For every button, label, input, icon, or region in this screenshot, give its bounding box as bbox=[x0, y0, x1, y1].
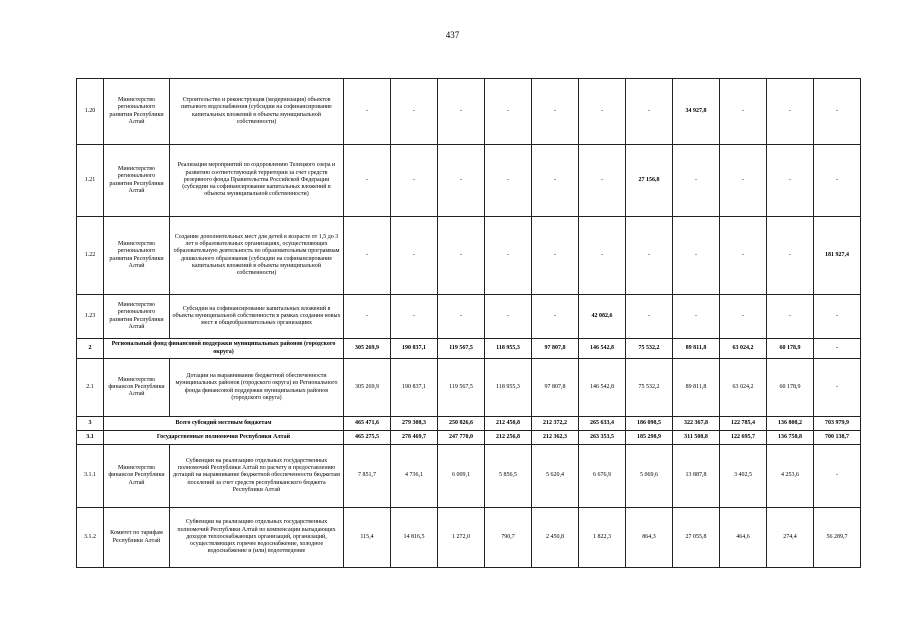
section-title: Всего субсидий местным бюджетам bbox=[104, 417, 344, 431]
amount-cell: - bbox=[814, 445, 861, 508]
section-title: Региональный фонд финансовой поддержки муниципальных районов (городского округа) bbox=[104, 339, 344, 359]
amount-cell: 311 508,8 bbox=[673, 431, 720, 445]
amount-cell: - bbox=[814, 79, 861, 145]
table-row bbox=[77, 508, 861, 568]
amount-cell: - bbox=[673, 145, 720, 217]
table-row bbox=[77, 431, 861, 445]
amount-cell: - bbox=[767, 145, 814, 217]
responsible-agency: Министерство регионального развития Республики Алтай bbox=[104, 295, 170, 339]
table-row bbox=[77, 217, 861, 295]
subsidy-description: Субвенции на реализацию отдельных государственных полномочий Республики Алтай по компенсации выпадающих доходов теплоснабжающих организаций, организаций, осуществляющих горячее водоснабжение, холодное водоснабжение и (или) водоотведение bbox=[170, 508, 344, 568]
responsible-agency: Министерство финансов Республики Алтай bbox=[104, 359, 170, 417]
amount-cell: 97 807,8 bbox=[532, 359, 579, 417]
subsidy-description: Дотации на выравнивание бюджетной обеспеченности муниципальных районов (городского округа) из Регионального фонда финансовой поддержки муниципальных районов (городского округа) bbox=[170, 359, 344, 417]
amount-cell: 118 955,3 bbox=[485, 359, 532, 417]
amount-cell: 790,7 bbox=[485, 508, 532, 568]
amount-cell: 63 024,2 bbox=[720, 359, 767, 417]
amount-cell: 75 532,2 bbox=[626, 339, 673, 359]
responsible-agency: Министерство регионального развития Республики Алтай bbox=[104, 217, 170, 295]
amount-cell: - bbox=[579, 79, 626, 145]
amount-cell: 190 837,1 bbox=[391, 359, 438, 417]
table-body bbox=[77, 79, 861, 568]
amount-cell: 2 450,8 bbox=[532, 508, 579, 568]
amount-cell: 97 807,8 bbox=[532, 339, 579, 359]
amount-cell: - bbox=[344, 145, 391, 217]
amount-cell: 322 367,8 bbox=[673, 417, 720, 431]
amount-cell: 6 009,1 bbox=[438, 445, 485, 508]
amount-cell: 190 837,1 bbox=[391, 339, 438, 359]
subsidy-description: Создание дополнительных мест для детей в возрасте от 1,5 до 3 лет в образовательных организациях, осуществляющих образовательную деятельность по образовательным программам дошкольного образования (субсидии на софинансирование капитальных вложений в объекты муниципальной собственности) bbox=[170, 217, 344, 295]
table-row bbox=[77, 417, 861, 431]
row-number: 1.22 bbox=[77, 217, 104, 295]
table-row bbox=[77, 339, 861, 359]
amount-cell: 212 256,8 bbox=[485, 431, 532, 445]
amount-cell: 89 811,8 bbox=[673, 359, 720, 417]
budget-table bbox=[76, 78, 861, 568]
subsidy-description: Субсидии на софинансирование капитальных вложений в объекты муниципальной собственности в рамках создания новых мест в общеобразовательных организациях bbox=[170, 295, 344, 339]
amount-cell: - bbox=[344, 79, 391, 145]
amount-cell: 263 353,5 bbox=[579, 431, 626, 445]
amount-cell: - bbox=[814, 339, 861, 359]
amount-cell: 63 024,2 bbox=[720, 339, 767, 359]
page-number: 437 bbox=[445, 30, 460, 40]
amount-cell: 186 098,5 bbox=[626, 417, 673, 431]
subsidy-description: Реализация мероприятий по оздоровлению Телецкого озера и развитию соответствующей территории за счет средств резервного фонда Правительства Российской Федерации (субсидии на софинансирование капитальных вложений в объекты муниципальной собственности) bbox=[170, 145, 344, 217]
responsible-agency: Министерство регионального развития Республики Алтай bbox=[104, 79, 170, 145]
amount-cell: - bbox=[720, 79, 767, 145]
amount-cell: 274,4 bbox=[767, 508, 814, 568]
amount-cell: 3 402,5 bbox=[720, 445, 767, 508]
amount-cell: 60 178,9 bbox=[767, 359, 814, 417]
subsidy-description: Субвенции на реализацию отдельных государственных полномочий Республики Алтай по расчету и предоставлению дотаций на выравнивание бюджетной обеспеченности бюджетам поселений за счет средств республиканского бюджета Республики Алтай bbox=[170, 445, 344, 508]
amount-cell: - bbox=[391, 295, 438, 339]
amount-cell: - bbox=[485, 295, 532, 339]
amount-cell: 700 138,7 bbox=[814, 431, 861, 445]
amount-cell: - bbox=[438, 79, 485, 145]
amount-cell: 5 856,5 bbox=[485, 445, 532, 508]
amount-cell: 42 082,6 bbox=[579, 295, 626, 339]
responsible-agency: Комитет по тарифам Республики Алтай bbox=[104, 508, 170, 568]
amount-cell: - bbox=[579, 145, 626, 217]
amount-cell: 864,3 bbox=[626, 508, 673, 568]
amount-cell: 89 811,8 bbox=[673, 339, 720, 359]
amount-cell: 136 808,2 bbox=[767, 417, 814, 431]
amount-cell: 146 542,8 bbox=[579, 339, 626, 359]
amount-cell: 27 156,8 bbox=[626, 145, 673, 217]
row-number: 3.1 bbox=[77, 431, 104, 445]
amount-cell: - bbox=[814, 359, 861, 417]
amount-cell: 278 469,7 bbox=[391, 431, 438, 445]
amount-cell: - bbox=[767, 295, 814, 339]
amount-cell: 60 178,9 bbox=[767, 339, 814, 359]
row-number: 3.1.2 bbox=[77, 508, 104, 568]
row-number: 3.1.1 bbox=[77, 445, 104, 508]
amount-cell: - bbox=[485, 145, 532, 217]
amount-cell: - bbox=[532, 79, 579, 145]
amount-cell: - bbox=[532, 295, 579, 339]
amount-cell: 465 471,6 bbox=[344, 417, 391, 431]
amount-cell: - bbox=[626, 295, 673, 339]
amount-cell: 212 362,3 bbox=[532, 431, 579, 445]
amount-cell: - bbox=[673, 217, 720, 295]
amount-cell: 56 289,7 bbox=[814, 508, 861, 568]
amount-cell: 465 275,5 bbox=[344, 431, 391, 445]
subsidy-description: Строительство и реконструкция (модернизация) объектов питьевого водоснабжения (субсидии на софинансирование капитальных вложений в объекты муниципальной собственности) bbox=[170, 79, 344, 145]
amount-cell: 265 633,4 bbox=[579, 417, 626, 431]
amount-cell: 305 269,9 bbox=[344, 359, 391, 417]
amount-cell: 115,4 bbox=[344, 508, 391, 568]
amount-cell: - bbox=[720, 145, 767, 217]
amount-cell: - bbox=[391, 79, 438, 145]
amount-cell: 1 822,3 bbox=[579, 508, 626, 568]
row-number: 1.20 bbox=[77, 79, 104, 145]
amount-cell: 34 927,8 bbox=[673, 79, 720, 145]
amount-cell: 185 298,9 bbox=[626, 431, 673, 445]
amount-cell: - bbox=[438, 145, 485, 217]
amount-cell: 14 816,5 bbox=[391, 508, 438, 568]
amount-cell: 7 851,7 bbox=[344, 445, 391, 508]
amount-cell: 5 069,6 bbox=[626, 445, 673, 508]
amount-cell: - bbox=[626, 79, 673, 145]
amount-cell: - bbox=[814, 145, 861, 217]
row-number: 2 bbox=[77, 339, 104, 359]
row-number: 1.21 bbox=[77, 145, 104, 217]
amount-cell: 122 785,4 bbox=[720, 417, 767, 431]
responsible-agency: Министерство регионального развития Республики Алтай bbox=[104, 145, 170, 217]
amount-cell: - bbox=[391, 145, 438, 217]
amount-cell: 119 567,5 bbox=[438, 339, 485, 359]
amount-cell: - bbox=[391, 217, 438, 295]
amount-cell: 146 542,8 bbox=[579, 359, 626, 417]
amount-cell: - bbox=[532, 145, 579, 217]
amount-cell: 75 532,2 bbox=[626, 359, 673, 417]
amount-cell: - bbox=[767, 79, 814, 145]
amount-cell: - bbox=[626, 217, 673, 295]
amount-cell: 119 567,5 bbox=[438, 359, 485, 417]
amount-cell: - bbox=[579, 217, 626, 295]
amount-cell: 212 450,8 bbox=[485, 417, 532, 431]
table-row bbox=[77, 359, 861, 417]
section-title: Государственные полномочия Республики Алтай bbox=[104, 431, 344, 445]
amount-cell: 181 927,4 bbox=[814, 217, 861, 295]
amount-cell: 212 372,2 bbox=[532, 417, 579, 431]
responsible-agency: Министерство финансов Республики Алтай bbox=[104, 445, 170, 508]
amount-cell: - bbox=[344, 217, 391, 295]
amount-cell: - bbox=[532, 217, 579, 295]
amount-cell: - bbox=[344, 295, 391, 339]
amount-cell: 1 272,0 bbox=[438, 508, 485, 568]
amount-cell: 27 055,8 bbox=[673, 508, 720, 568]
row-number: 2.1 bbox=[77, 359, 104, 417]
table-row bbox=[77, 295, 861, 339]
amount-cell: 703 979,9 bbox=[814, 417, 861, 431]
amount-cell: - bbox=[438, 217, 485, 295]
amount-cell: 136 758,8 bbox=[767, 431, 814, 445]
amount-cell: 250 826,6 bbox=[438, 417, 485, 431]
amount-cell: 247 770,0 bbox=[438, 431, 485, 445]
amount-cell: - bbox=[673, 295, 720, 339]
amount-cell: 4 736,1 bbox=[391, 445, 438, 508]
amount-cell: 279 308,3 bbox=[391, 417, 438, 431]
amount-cell: - bbox=[485, 79, 532, 145]
amount-cell: 118 955,3 bbox=[485, 339, 532, 359]
amount-cell: 4 253,6 bbox=[767, 445, 814, 508]
amount-cell: 6 676,9 bbox=[579, 445, 626, 508]
amount-cell: 5 620,4 bbox=[532, 445, 579, 508]
amount-cell: - bbox=[720, 217, 767, 295]
table-row bbox=[77, 79, 861, 145]
row-number: 1.23 bbox=[77, 295, 104, 339]
amount-cell: 122 695,7 bbox=[720, 431, 767, 445]
amount-cell: - bbox=[767, 217, 814, 295]
amount-cell: - bbox=[485, 217, 532, 295]
amount-cell: 13 887,8 bbox=[673, 445, 720, 508]
table-row bbox=[77, 445, 861, 508]
amount-cell: - bbox=[720, 295, 767, 339]
amount-cell: 305 269,9 bbox=[344, 339, 391, 359]
amount-cell: 464,6 bbox=[720, 508, 767, 568]
row-number: 3 bbox=[77, 417, 104, 431]
amount-cell: - bbox=[814, 295, 861, 339]
table-row bbox=[77, 145, 861, 217]
amount-cell: - bbox=[438, 295, 485, 339]
